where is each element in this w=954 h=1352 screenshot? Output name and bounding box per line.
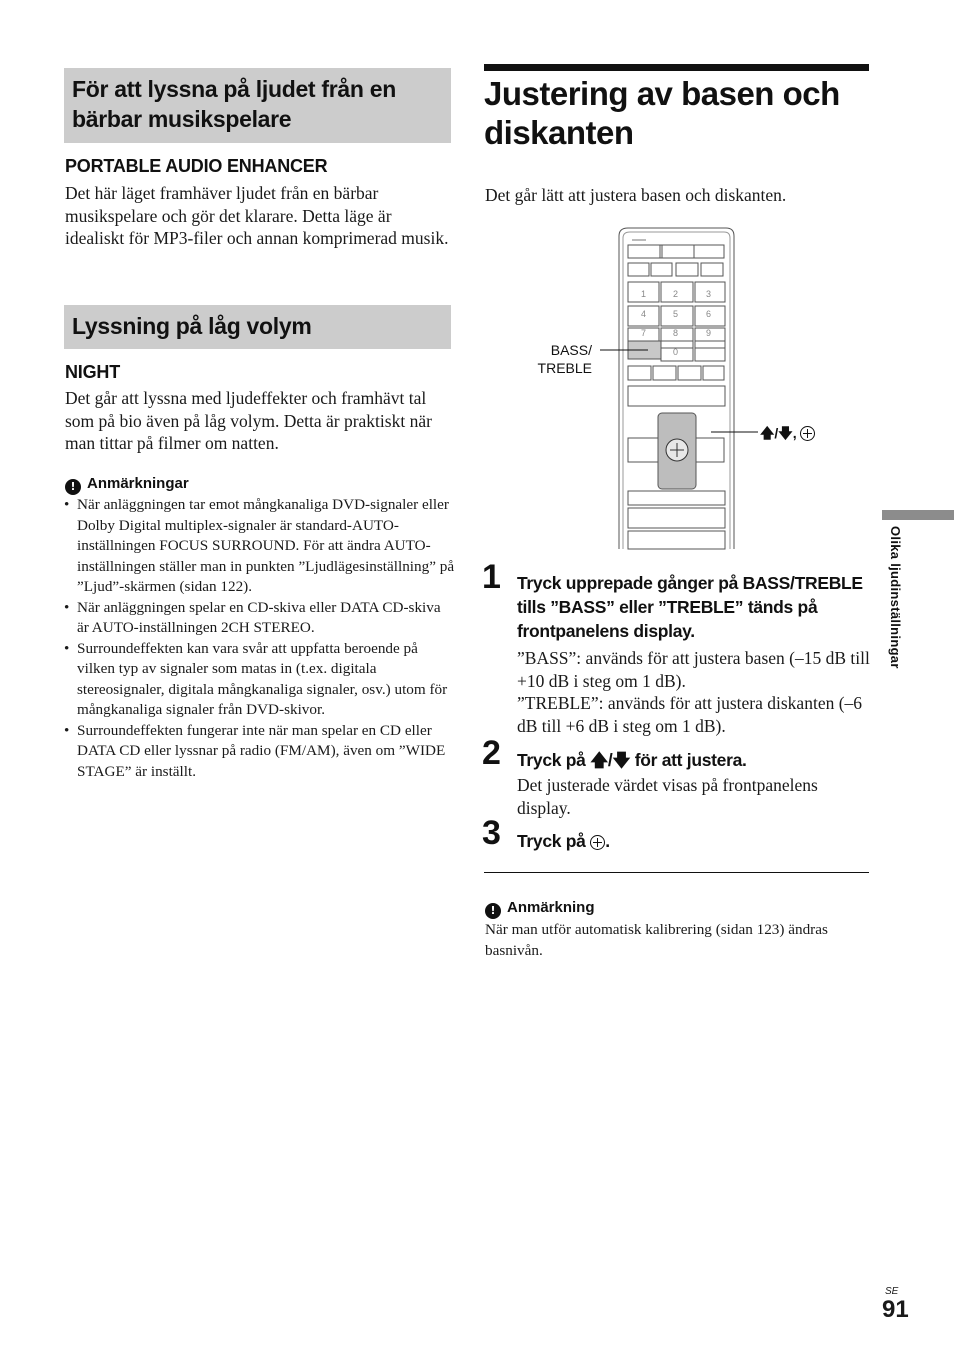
step-heading: Tryck på 🡅/🡇 för att justera.	[517, 750, 747, 771]
step-heading: Tryck upprepade gånger på BASS/TREBLE tills ”BASS” eller ”TREBLE” tänds på frontpanelens display.	[517, 573, 863, 641]
step-heading-text: Tryck på	[517, 750, 591, 770]
list-item: • När anläggningen spelar en CD-skiva eller DATA CD-skiva är AUTO-inställningen 2CH STEREO.	[64, 598, 456, 639]
page-title: Justering av basen och diskanten	[484, 75, 840, 151]
arrow-up-icon: 🡅	[590, 751, 608, 771]
paragraph-night: Det går att lyssna med ljudeffekter och framhävt tal som på bio även på låg volym. Detta är praktiskt när man tittar på filmer om natten.	[65, 388, 432, 453]
paragraph-portable: Det här läget framhäver ljudet från en bärbar musikspelare och gör det klarare. Detta läge är idealiskt för MP3-filer och annan komprimerad musik.	[65, 183, 449, 248]
arrow-up-icon: 🡅	[760, 426, 775, 442]
list-item: • Surroundeffekten kan vara svår att uppfatta beroende på vilken typ av signaler som matas in (t.ex. digitala stereosignaler, digitala mångkanaliga signaler, osv.) utom för mångkanaliga signaler från DVD-skivor.	[64, 639, 456, 721]
chapter-label: Olika ljudinställningar	[888, 526, 903, 669]
section-title: För att lyssna på ljudet från en bärbar musikspelare	[72, 76, 396, 132]
notes-heading-text: Anmärkningar	[87, 475, 189, 492]
arrow-down-icon: 🡇	[612, 751, 631, 771]
divider	[484, 872, 869, 873]
note-heading	[485, 899, 595, 919]
enter-button-icon	[800, 426, 815, 441]
notes-list	[64, 495, 456, 782]
remote-key: 7	[641, 328, 647, 338]
note-paragraph: När man utför automatisk kalibrering (sidan 123) ändras basnivån.	[485, 921, 828, 959]
step-body: ”TREBLE”: används för att justera diskanten (–6 dB till +6 dB i steg om 1 dB).	[517, 693, 863, 736]
remote-key: 5	[673, 309, 679, 319]
step-heading-text: för att justera.	[630, 750, 747, 770]
note-icon: !	[65, 479, 81, 495]
subheading-portable-audio-enhancer: PORTABLE AUDIO ENHANCER	[65, 156, 328, 176]
list-item: • När anläggningen tar emot mångkanaliga DVD-signaler eller Dolby Digital multiplex-signaler är standard-AUTO-inställningen FOCUS SURROUND. För att ändra AUTO-inställningen ställer man in punkten ”Ljudlägesinställning” på ”Ljud”-skärmen (sidan 122).	[64, 495, 456, 598]
remote-key: 2	[673, 289, 679, 299]
remote-key: 3	[706, 289, 712, 299]
remote-key: 1	[641, 289, 647, 299]
remote-label-slash: /	[774, 425, 779, 441]
step-heading: Tryck på .	[517, 831, 610, 851]
notes-heading	[65, 475, 189, 495]
note-heading-text: Anmärkning	[507, 899, 595, 916]
title-rule	[484, 64, 869, 71]
step-number: 2	[482, 734, 501, 772]
intro-paragraph: Det går lätt att justera basen och diskanten.	[485, 185, 787, 205]
step-body: Det justerade värdet visas på frontpanelens display.	[517, 775, 818, 818]
remote-label-arrows: 🡅/🡇,	[760, 423, 815, 447]
remote-key: 8	[673, 328, 679, 338]
section-heading-portable	[64, 68, 451, 143]
remote-key: 6	[706, 309, 712, 319]
step-number: 1	[482, 558, 501, 596]
language-code: SE	[885, 1286, 899, 1297]
remote-key: 9	[706, 328, 712, 338]
chapter-tab	[882, 510, 954, 520]
step-number: 3	[482, 814, 501, 852]
list-item: • Surroundeffekten fungerar inte när man spelar en CD eller DATA CD eller lyssnar på radio (FM/AM), även om ”WIDE STAGE” är inställt.	[64, 721, 456, 783]
subheading-night: NIGHT	[65, 362, 120, 382]
remote-key: 4	[641, 309, 647, 319]
page-number: 91	[882, 1296, 909, 1323]
section-title: Lyssning på låg volym	[72, 313, 312, 339]
enter-button-icon	[590, 835, 605, 850]
remote-label-line: BASS/	[550, 342, 592, 358]
section-heading-low-volume	[64, 305, 451, 349]
note-icon: !	[485, 903, 501, 919]
remote-label-bass-treble	[532, 341, 592, 377]
step-heading-text: Tryck på	[517, 831, 591, 851]
arrow-down-icon: 🡇	[778, 426, 793, 442]
remote-label-line: TREBLE	[537, 360, 592, 376]
remote-key: 0	[673, 347, 679, 357]
step-body: ”BASS”: används för att justera basen (–15 dB till +10 dB i steg om 1 dB).	[517, 648, 870, 691]
